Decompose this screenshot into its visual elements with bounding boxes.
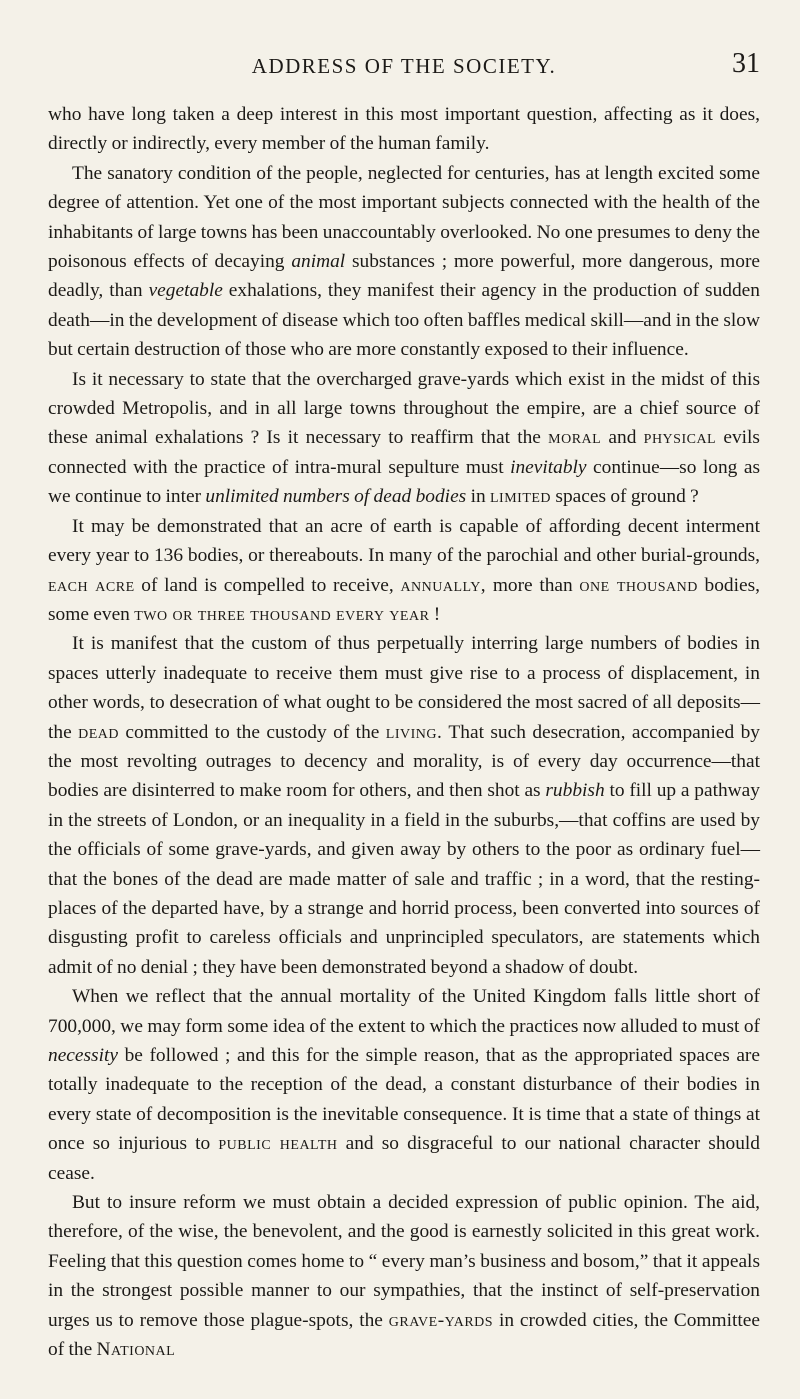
text-run: substances ; more powerful, more dangerous, more deadly, than	[48, 251, 761, 302]
text-run: to fill up a pathway in the streets of London, or an inequality in a field in the suburbs,—that coffins are used by the officials of some grave-yards, and given away by others to the poor as ordinary fuel—that the bones of the dead are made matter of sale and traffic ; in a word, that the resting-places of the departed have, by a strange and horrid process, been converted into sources of disgusting profit to careless officials and unprincipled speculators, are statements which admit of no denial ; they have been demonstrated beyond a shadow of doubt.	[48, 780, 760, 978]
paragraph	[48, 365, 760, 512]
paragraph	[48, 100, 760, 159]
italic-run: unlimited numbers of dead bodies	[205, 486, 467, 508]
paragraph	[48, 629, 760, 982]
italic-run: vegetable	[148, 280, 223, 302]
text-run: continue—so long as we continue to inter	[48, 456, 760, 508]
text-run: and so disgraceful to our national character should cease.	[48, 1133, 761, 1184]
text-run: Is it necessary to state that the overcharged grave-yards which exist in the midst of this crowded Metropolis, and in all large towns throughout the empire, are a chief source of these animal exhalations ? Is it necessary to reaffirm that the	[48, 368, 760, 449]
text-run: evils connected with the practice of intra-mural sepulture must	[48, 427, 760, 478]
page-header	[48, 46, 760, 86]
small-caps-run: moral	[548, 427, 602, 449]
small-caps-run: each acre	[48, 574, 135, 596]
italic-run: rubbish	[545, 780, 605, 802]
paragraph	[48, 159, 760, 365]
paragraph	[48, 512, 760, 630]
text-run: It is manifest that the custom of thus perpetually interring large numbers of bodies in spaces utterly inadequate to receive them must give rise to a process of displacement, in other words, to desecration of what ought to be considered the most sacred of all deposits—the	[48, 633, 760, 743]
text-run: When we reflect that the annual mortality of the United Kingdom falls little short of 700,000, we may form some idea of the extent to which the practices now alluded to must of	[48, 986, 760, 1037]
italic-run: animal	[291, 251, 346, 273]
small-caps-run: grave-yards	[388, 1309, 494, 1331]
page	[48, 46, 760, 1364]
text-run: exhalations, they manifest their agency in the production of sudden death—in the development of disease which too often baffles medical skill—and in the slow but certain destruction of those who are more constantly exposed to their influence.	[48, 280, 760, 361]
paragraph	[48, 1188, 760, 1364]
text-run: bodies, some even	[48, 574, 760, 625]
body-text	[48, 100, 760, 1364]
text-run: more than	[486, 574, 580, 596]
text-run: !	[429, 603, 441, 625]
text-run: be followed ; and this for the simple reason, that as the appropriated spaces are totally inadequate to the reception of the dead, a constant disturbance of their bodies in every state of decomposition is the inevitable consequence. It is time that a state of things at once so injurious to	[48, 1045, 760, 1155]
small-caps-run: one thousand	[579, 574, 698, 596]
running-head: ADDRESS OF THE SOCIETY.	[251, 54, 557, 78]
small-caps-run: physical	[643, 427, 717, 449]
text-run: committed to the custody of the	[119, 721, 386, 743]
small-caps-run: living.	[385, 721, 443, 743]
text-run: It may be demonstrated that an acre of earth is capable of affording decent interment every year to 136 bodies, or thereabouts. In many of the parochial and other burial-grounds,	[48, 515, 760, 567]
text-run: But to insure reform we must obtain a decided expression of public opinion. The aid, therefore, of the wise, the benevolent, and the good is earnestly solicited in this great work. Feeling that this question comes home to “ every man’s business and bosom,” that it appeals in the strongest possible manner to our sympathies, that the instinct of self-preservation urges us to remove those plague-spots, the	[48, 1192, 760, 1331]
small-caps-run: limited	[490, 486, 552, 508]
text-run: who have long taken a deep interest in this most important question, affecting as it does, directly or indirectly, every member of the human family.	[48, 104, 760, 155]
italic-run: necessity	[48, 1045, 118, 1066]
italic-run: inevitably	[510, 456, 587, 478]
text-run: The sanatory condition of the people, neglected for centuries, has at length excited some degree of attention. Yet one of the most important subjects connected with the health of the inhabitants of large towns has been unaccountably overlooked. No one presumes to deny the poisonous effects of decaying	[48, 162, 760, 273]
page-number: 31	[732, 48, 760, 79]
paragraph	[48, 982, 760, 1188]
text-run: in crowded cities, the Committee of the	[48, 1309, 760, 1361]
text-run: in	[466, 486, 490, 508]
text-run: and	[601, 427, 644, 449]
text-run: of land is compelled to receive,	[134, 574, 401, 596]
small-caps-run: annually,	[400, 574, 487, 596]
text-run: That such desecration, accompanied by the most revolting outrages to decency and morality, is of every day occurrence—that bodies are disinterred to make room for others, and then shot as	[48, 721, 760, 802]
small-caps-run: dead	[78, 721, 119, 743]
small-caps-run: National	[96, 1339, 176, 1361]
text-run: spaces of ground ?	[551, 486, 699, 508]
small-caps-run: two or three thousand every year	[134, 603, 430, 625]
small-caps-run: public health	[218, 1133, 338, 1155]
